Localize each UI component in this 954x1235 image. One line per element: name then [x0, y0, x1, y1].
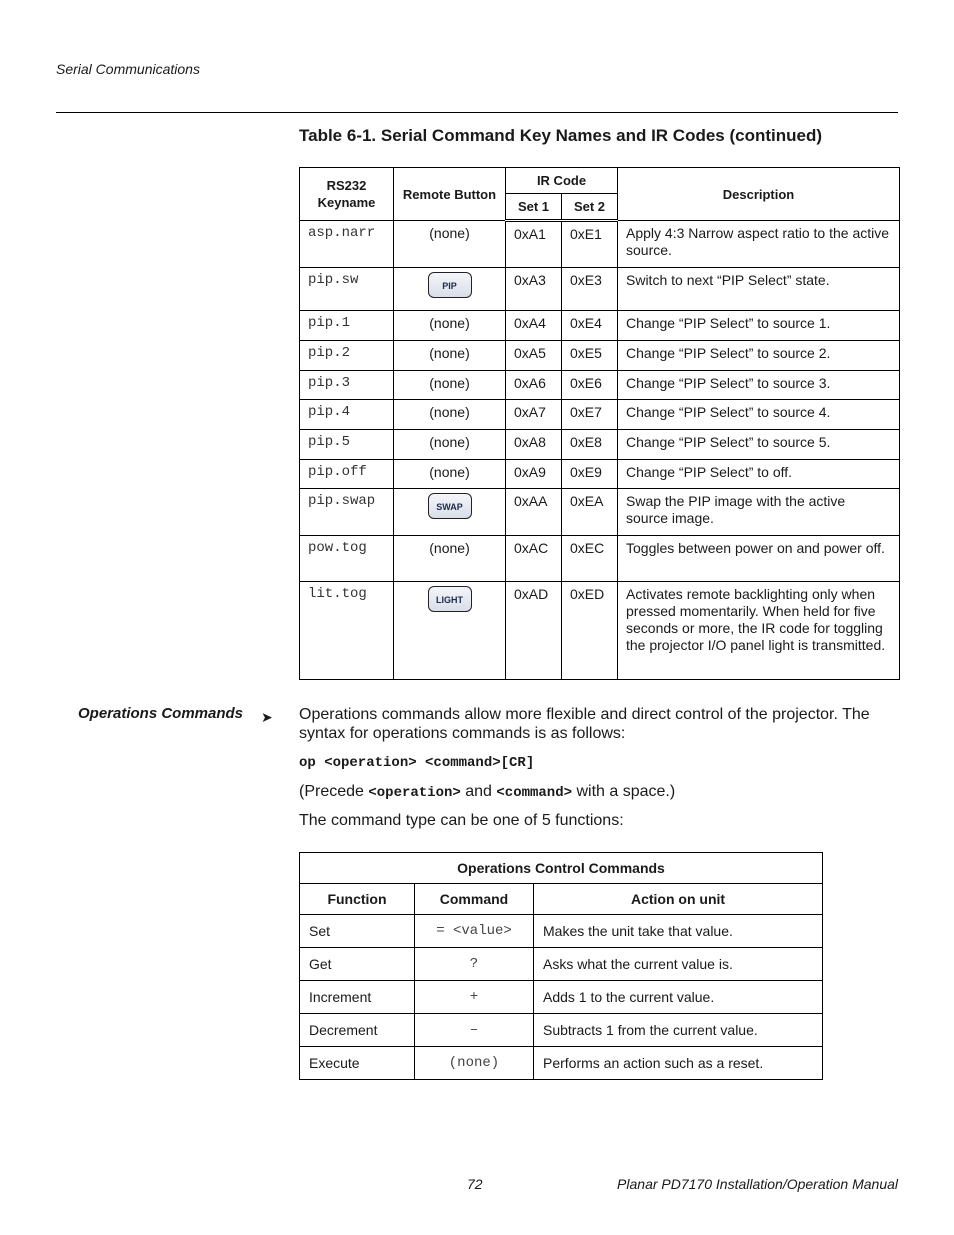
pip-button-icon: PIP: [428, 272, 472, 298]
function-cell: Set: [300, 915, 415, 948]
keyname-cell: pip.5: [300, 430, 394, 460]
precede-and: and: [460, 783, 497, 800]
description-cell: Change “PIP Select” to source 2.: [618, 341, 900, 371]
ir-set2-cell: 0xE9: [562, 460, 618, 489]
ir-set2-cell: 0xED: [562, 582, 618, 680]
running-header: Serial Communications: [56, 61, 200, 77]
col-header-remote: Remote Button: [394, 168, 506, 221]
command-cell: +: [415, 981, 534, 1014]
table-row: [300, 400, 900, 430]
table-title: Table 6-1. Serial Command Key Names and IR Codes (continued): [299, 126, 823, 145]
ir-set2-cell: 0xE1: [562, 221, 618, 268]
header-rule: [56, 112, 898, 113]
command-cell: (none): [415, 1047, 534, 1080]
ir-set2-cell: 0xEA: [562, 489, 618, 536]
ir-set2-cell: 0xE3: [562, 268, 618, 311]
ir-set2-cell: 0xEC: [562, 536, 618, 582]
col-header-keyname-line2: Keyname: [317, 195, 376, 210]
light-button-icon: LIGHT: [428, 586, 472, 612]
remote-button-cell: (none): [394, 371, 506, 400]
intro-paragraph: Operations commands allow more flexible and direct control of the projector. The syntax for operations commands is as follows:: [299, 706, 870, 742]
description-cell: Change “PIP Select” to source 3.: [618, 371, 900, 400]
remote-button-cell: (none): [394, 400, 506, 430]
table-row: [300, 582, 900, 680]
col-header-function: Function: [300, 884, 415, 915]
description-cell: Change “PIP Select” to source 5.: [618, 430, 900, 460]
section-label: Operations Commands: [78, 705, 244, 722]
description-cell: Apply 4:3 Narrow aspect ratio to the active source.: [618, 221, 900, 268]
remote-button-cell: [394, 489, 506, 536]
ir-set1-cell: 0xAA: [506, 489, 562, 536]
ir-set1-cell: 0xA8: [506, 430, 562, 460]
ir-set2-cell: 0xE8: [562, 430, 618, 460]
description-cell: Toggles between power on and power off.: [618, 536, 900, 582]
command-cell: = <value>: [415, 915, 534, 948]
remote-button-cell: (none): [394, 460, 506, 489]
function-cell: Decrement: [300, 1014, 415, 1047]
ops-table-title: Operations Control Commands: [300, 853, 823, 884]
ir-set1-cell: 0xA6: [506, 371, 562, 400]
col-header-description: Description: [618, 168, 900, 221]
page-number: 72: [467, 1176, 483, 1192]
remote-button-cell: (none): [394, 311, 506, 341]
keyname-cell: pip.1: [300, 311, 394, 341]
command-cell: –: [415, 1014, 534, 1047]
table-row: [300, 430, 900, 460]
keyname-cell: pip.3: [300, 371, 394, 400]
table-row: [300, 536, 900, 582]
table-row: [300, 341, 900, 371]
table-row: [300, 311, 900, 341]
ir-set2-cell: 0xE5: [562, 341, 618, 371]
precede-command: <command>: [496, 785, 573, 801]
table-row: [300, 268, 900, 311]
col-header-ircode: IR Code: [506, 168, 618, 194]
description-cell: Change “PIP Select” to off.: [618, 460, 900, 489]
action-cell: Subtracts 1 from the current value.: [534, 1014, 823, 1047]
description-cell: Change “PIP Select” to source 4.: [618, 400, 900, 430]
remote-button-cell: (none): [394, 536, 506, 582]
keyname-cell: pip.2: [300, 341, 394, 371]
remote-button-cell: (none): [394, 430, 506, 460]
remote-button-cell: (none): [394, 221, 506, 268]
function-cell: Get: [300, 948, 415, 981]
table-row: [300, 489, 900, 536]
keyname-cell: asp.narr: [300, 221, 394, 268]
footer-title: Planar PD7170 Installation/Operation Manual: [617, 1176, 898, 1192]
table-row: [300, 221, 900, 268]
remote-button-cell: [394, 582, 506, 680]
table-row: [300, 948, 823, 981]
precede-suffix: with a space.): [572, 783, 676, 800]
table-row: [300, 1047, 823, 1080]
keyname-cell: pip.swap: [300, 489, 394, 536]
action-cell: Makes the unit take that value.: [534, 915, 823, 948]
table-row: [300, 1014, 823, 1047]
ir-set1-cell: 0xAD: [506, 582, 562, 680]
col-header-keyname: [300, 168, 394, 221]
ir-set1-cell: 0xA1: [506, 221, 562, 268]
col-header-command: Command: [415, 884, 534, 915]
keyname-cell: lit.tog: [300, 582, 394, 680]
command-cell: ?: [415, 948, 534, 981]
operations-control-table: [299, 852, 823, 1080]
function-cell: Execute: [300, 1047, 415, 1080]
ir-set2-cell: 0xE7: [562, 400, 618, 430]
ir-set1-cell: 0xA5: [506, 341, 562, 371]
col-header-set2: Set 2: [562, 194, 618, 221]
serial-command-table: [299, 167, 900, 680]
keyname-cell: pip.sw: [300, 268, 394, 311]
ir-set1-cell: 0xAC: [506, 536, 562, 582]
description-cell: Swap the PIP image with the active source image.: [618, 489, 900, 536]
action-cell: Asks what the current value is.: [534, 948, 823, 981]
precede-prefix: (Precede: [299, 783, 369, 800]
description-cell: Switch to next “PIP Select” state.: [618, 268, 900, 311]
table-row: [300, 371, 900, 400]
ir-set1-cell: 0xA9: [506, 460, 562, 489]
table-row: [300, 460, 900, 489]
col-header-keyname-line1: RS232: [326, 178, 367, 193]
function-cell: Increment: [300, 981, 415, 1014]
ir-set1-cell: 0xA4: [506, 311, 562, 341]
arrow-icon: ➤: [261, 709, 273, 725]
keyname-cell: pip.off: [300, 460, 394, 489]
precede-operation: <operation>: [368, 785, 461, 801]
remote-button-cell: (none): [394, 341, 506, 371]
swap-button-icon: SWAP: [428, 493, 472, 519]
precede-note: [299, 783, 675, 801]
table-row: [300, 981, 823, 1014]
remote-button-cell: [394, 268, 506, 311]
ir-set1-cell: 0xA3: [506, 268, 562, 311]
keyname-cell: pip.4: [300, 400, 394, 430]
ir-set1-cell: 0xA7: [506, 400, 562, 430]
col-header-set1: Set 1: [506, 194, 562, 221]
description-cell: Change “PIP Select” to source 1.: [618, 311, 900, 341]
action-cell: Performs an action such as a reset.: [534, 1047, 823, 1080]
ir-set2-cell: 0xE4: [562, 311, 618, 341]
description-cell: Activates remote backlighting only when pressed momentarily. When held for five seconds or more, the IR code for toggling the projector I/O panel light is transmitted.: [618, 582, 900, 680]
table-row: [300, 915, 823, 948]
keyname-cell: pow.tog: [300, 536, 394, 582]
syntax-line: op <operation> <command>[CR]: [299, 755, 535, 771]
command-type-text: The command type can be one of 5 functions:: [299, 812, 624, 829]
col-header-action: Action on unit: [534, 884, 823, 915]
action-cell: Adds 1 to the current value.: [534, 981, 823, 1014]
ir-set2-cell: 0xE6: [562, 371, 618, 400]
